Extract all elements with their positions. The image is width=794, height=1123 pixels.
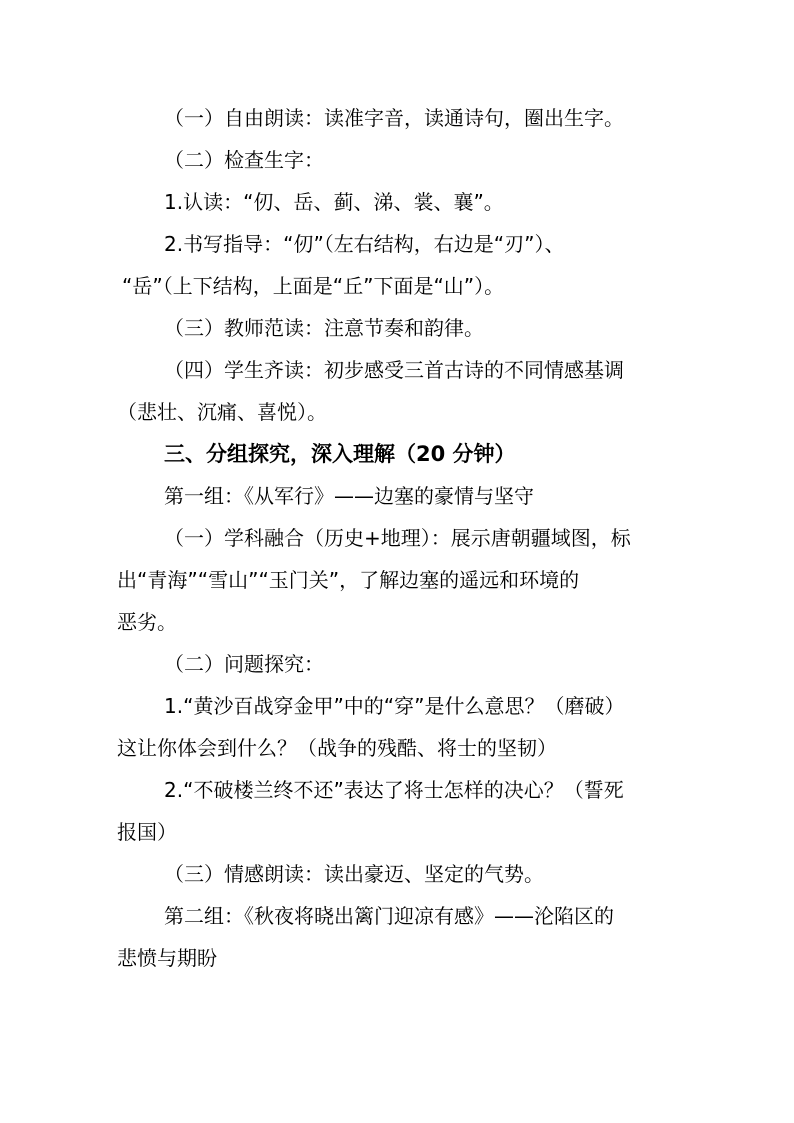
section-heading: 三、分组探究，深入理解（20 分钟） <box>164 442 516 466</box>
text-line: “岳”（上下结构，上面是“丘”下面是“山”）。 <box>122 274 505 298</box>
text-line: （一）学科融合（历史+地理）：展示唐朝疆域图，标 <box>164 526 631 550</box>
text-line: （三）教师范读：注意节奏和韵律。 <box>164 316 484 340</box>
text-line: （四）学生齐读：初步感受三首古诗的不同情感基调 <box>164 358 624 382</box>
text-line: 悲愤与期盼 <box>117 946 217 970</box>
text-line: （一）自由朗读：读准字音，读通诗句，圈出生字。 <box>164 106 624 130</box>
text-line: 1.“黄沙百战穿金甲”中的“穿”是什么意思？（磨破） <box>164 694 625 718</box>
text-line: 1.认读：“仞、岳、蓟、涕、裳、襄”。 <box>164 190 504 214</box>
text-line: （二）检查生字： <box>164 148 324 172</box>
group-title: 第一组：《从军行》——边塞的豪情与坚守 <box>164 484 534 508</box>
group-title: 第二组：《秋夜将晓出篱门迎凉有感》——沦陷区的 <box>164 904 614 928</box>
text-line: （悲壮、沉痛、喜悦）。 <box>117 400 327 424</box>
text-line: 报国） <box>117 820 177 844</box>
text-line: （三）情感朗读：读出豪迈、坚定的气势。 <box>164 862 544 886</box>
text-line: 恶劣。 <box>117 610 177 634</box>
text-line: 2.书写指导：“仞”（左右结构，右边是“刃”）、 <box>164 232 565 256</box>
text-line: （二）问题探究： <box>164 652 324 676</box>
text-line: 出“青海”“雪山”“玉门关”，了解边塞的遥远和环境的 <box>117 568 580 592</box>
text-line: 这让你体会到什么？（战争的残酷、将士的坚韧） <box>117 736 557 760</box>
text-line: 2.“不破楼兰终不还”表达了将士怎样的决心？（誓死 <box>164 778 624 802</box>
